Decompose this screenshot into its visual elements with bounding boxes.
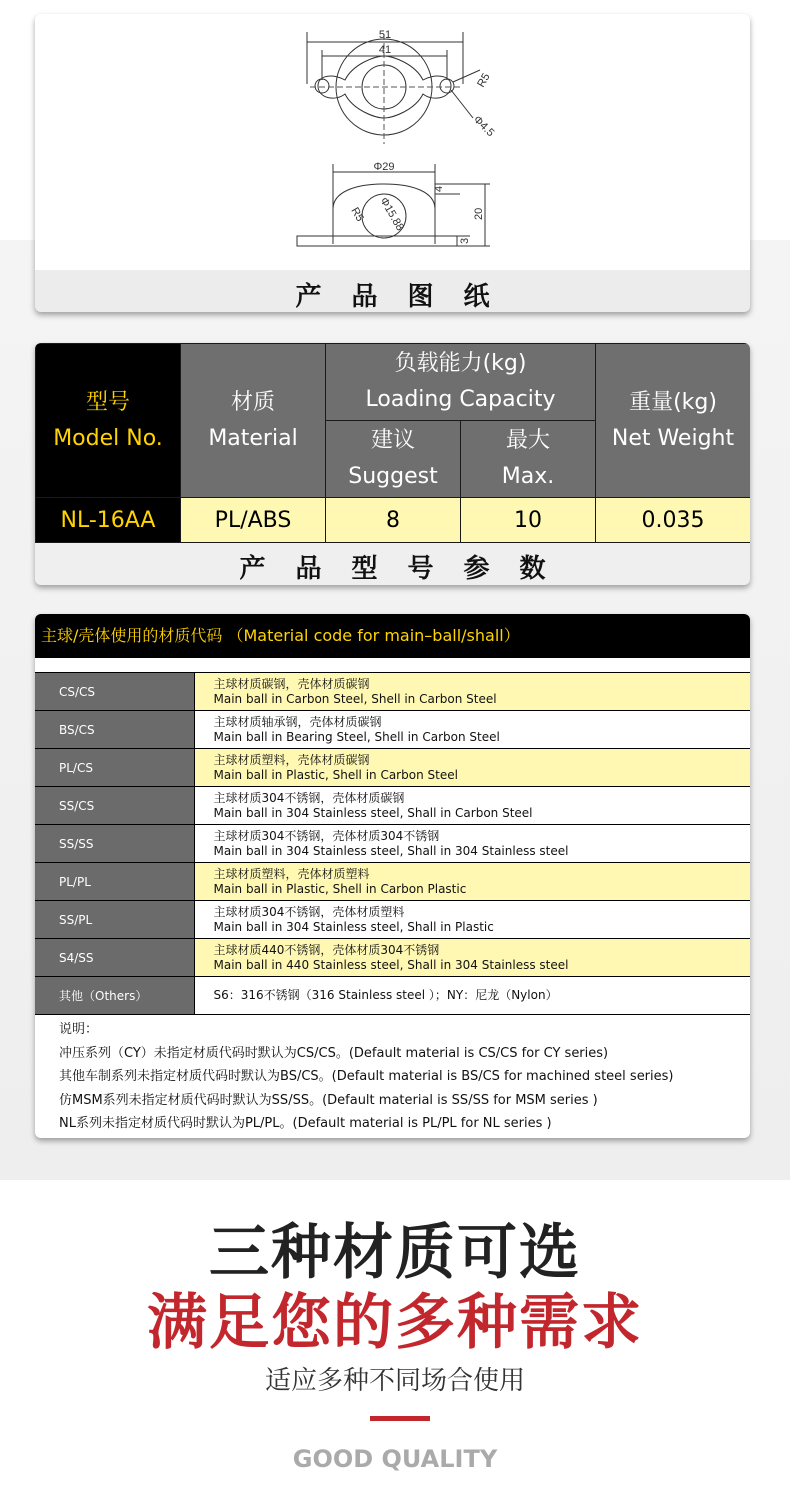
table-row	[35, 901, 750, 939]
material-desc-cn: 主球材质塑料，壳体材质碳钢	[213, 752, 370, 767]
material-desc-en: Main ball in 440 Stainless steel, Shall in 304 Stainless steel	[213, 957, 569, 972]
material-description	[194, 863, 750, 901]
dim-hole-label: Φ4.5	[470, 113, 497, 140]
material-header-en: Material	[208, 425, 298, 451]
side-view	[297, 161, 490, 246]
material-desc-cn: 主球材质440不锈钢，壳体材质304不锈钢	[213, 942, 440, 957]
material-desc-cn: 主球材质塑料，壳体材质塑料	[213, 866, 370, 881]
model-header	[36, 344, 181, 498]
material-code-card	[35, 614, 750, 1138]
note-line: 仿MSM系列未指定材质代码时默认为SS/SS。(Default material is SS/SS for MSM series )	[59, 1092, 598, 1108]
product-spec-card	[35, 343, 750, 585]
max-header-cn: 最大	[505, 428, 550, 453]
material-code-table	[35, 672, 750, 1015]
dim-41-label: 41	[378, 44, 392, 56]
dim-phi29-label: Φ29	[373, 161, 395, 173]
note-line: 冲压系列（CY）未指定材质代码时默认为CS/CS。(Default material is CS/CS for CY series)	[59, 1045, 609, 1061]
table-row	[35, 977, 750, 1015]
weight-header-en: Net Weight	[611, 425, 735, 451]
material-code: SS/PL	[35, 901, 194, 939]
weight-value: 0.035	[596, 498, 751, 543]
promo-subtitle: 适应多种不同场合使用	[264, 1366, 525, 1396]
material-description: S6：316不锈钢（316 Stainless steel ）；NY：尼龙（Nylon）	[194, 977, 750, 1015]
material-description	[194, 711, 750, 749]
dim-ball-label: Φ15.88	[377, 195, 406, 233]
table-row	[35, 787, 750, 825]
material-desc-en: Main ball in 304 Stainless steel, Shall in 304 Stainless steel	[213, 843, 569, 858]
technical-drawing	[35, 14, 750, 270]
note-line: NL系列未指定材质代码时默认为PL/PL。(Default material is PL/PL for NL series )	[59, 1116, 552, 1131]
material-desc-en: Main ball in Plastic, Shell in Carbon Steel	[213, 767, 458, 782]
material-code: PL/CS	[35, 749, 194, 787]
max-header	[461, 421, 596, 498]
table-row	[35, 673, 750, 711]
suggest-value: 8	[326, 498, 461, 543]
promo-headline-red: 满足您的多种需求	[147, 1288, 643, 1358]
material-code: SS/SS	[35, 825, 194, 863]
material-desc-cn: 主球材质304不锈钢，壳体材质碳钢	[213, 790, 405, 805]
material-desc-cn: 主球材质304不锈钢，壳体材质塑料	[213, 904, 405, 919]
dim-3-label: 3	[459, 237, 471, 244]
dim-51-label: 51	[378, 29, 392, 41]
model-header-cn: 型号	[85, 389, 130, 415]
material-description	[194, 825, 750, 863]
capacity-header-en: Loading Capacity	[365, 387, 556, 412]
material-desc-en: Main ball in Carbon Steel, Shell in Carbon Steel	[213, 691, 497, 706]
material-description	[194, 673, 750, 711]
material-desc-cn: 主球材质碳钢，壳体材质碳钢	[213, 676, 370, 691]
material-description	[194, 787, 750, 825]
material-desc-en: Main ball in Plastic, Shell in Carbon Plastic	[213, 881, 467, 896]
dim-20-label: 20	[473, 207, 485, 220]
capacity-header	[326, 344, 596, 421]
promo-headline: 三种材质可选	[209, 1218, 581, 1288]
model-header-en: Model No.	[53, 425, 163, 451]
suggest-header	[326, 421, 461, 498]
material-desc-cn: 主球材质轴承钢，壳体材质碳钢	[213, 714, 382, 729]
notes-title: 说明：	[59, 1022, 99, 1037]
note-line: 其他车制系列未指定材质代码时默认为BS/CS。(Default material is BS/CS for machined steel series)	[59, 1069, 674, 1084]
drawing-caption: 产品图纸	[295, 282, 520, 312]
dim-r5-side-label: R5	[348, 205, 366, 224]
notes	[59, 1018, 739, 1136]
drawing-area	[35, 14, 750, 270]
material-code: CS/CS	[35, 673, 194, 711]
spec-caption: 产品型号参数	[239, 554, 576, 584]
model-value: NL-16AA	[36, 498, 181, 543]
material-desc-cn: 主球材质304不锈钢，壳体材质304不锈钢	[213, 828, 440, 843]
material-desc-en: Main ball in 304 Stainless steel, Shall in Carbon Steel	[213, 805, 533, 820]
weight-header	[596, 344, 751, 498]
material-description	[194, 749, 750, 787]
table-row	[35, 749, 750, 787]
material-description	[194, 939, 750, 977]
table-row	[35, 863, 750, 901]
suggest-header-en: Suggest	[348, 464, 438, 489]
spec-table	[35, 343, 750, 543]
table-row	[35, 825, 750, 863]
suggest-header-cn: 建议	[370, 428, 415, 453]
max-value: 10	[461, 498, 596, 543]
table-row	[35, 939, 750, 977]
spec-row	[36, 498, 751, 543]
material-header	[181, 344, 326, 498]
capacity-header-cn: 负载能力(kg)	[394, 351, 527, 376]
material-desc-en: Main ball in Bearing Steel, Shell in Carbon Steel	[213, 729, 500, 744]
material-code: S4/SS	[35, 939, 194, 977]
material-code: PL/PL	[35, 863, 194, 901]
header-gap	[35, 658, 750, 672]
promo-english: GOOD QUALITY	[292, 1445, 498, 1473]
material-code: SS/CS	[35, 787, 194, 825]
material-value: PL/ABS	[181, 498, 326, 543]
table-row	[35, 711, 750, 749]
material-code-header: 主球/壳体使用的材质代码 （Material code for main–ball/shall）	[35, 614, 750, 658]
material-description	[194, 901, 750, 939]
red-divider	[370, 1416, 430, 1421]
dim-r5-top-label: R5	[475, 71, 493, 90]
material-desc-en: Main ball in 304 Stainless steel, Shall in Plastic	[213, 919, 494, 934]
material-header-cn: 材质	[230, 389, 275, 415]
material-code: 其他（Others）	[35, 977, 194, 1015]
material-code: BS/CS	[35, 711, 194, 749]
weight-header-cn: 重量(kg)	[629, 389, 717, 415]
top-view	[307, 29, 496, 144]
dim-4-label: 4	[433, 185, 445, 192]
max-header-en: Max.	[501, 464, 555, 489]
product-drawing-card	[35, 14, 750, 312]
